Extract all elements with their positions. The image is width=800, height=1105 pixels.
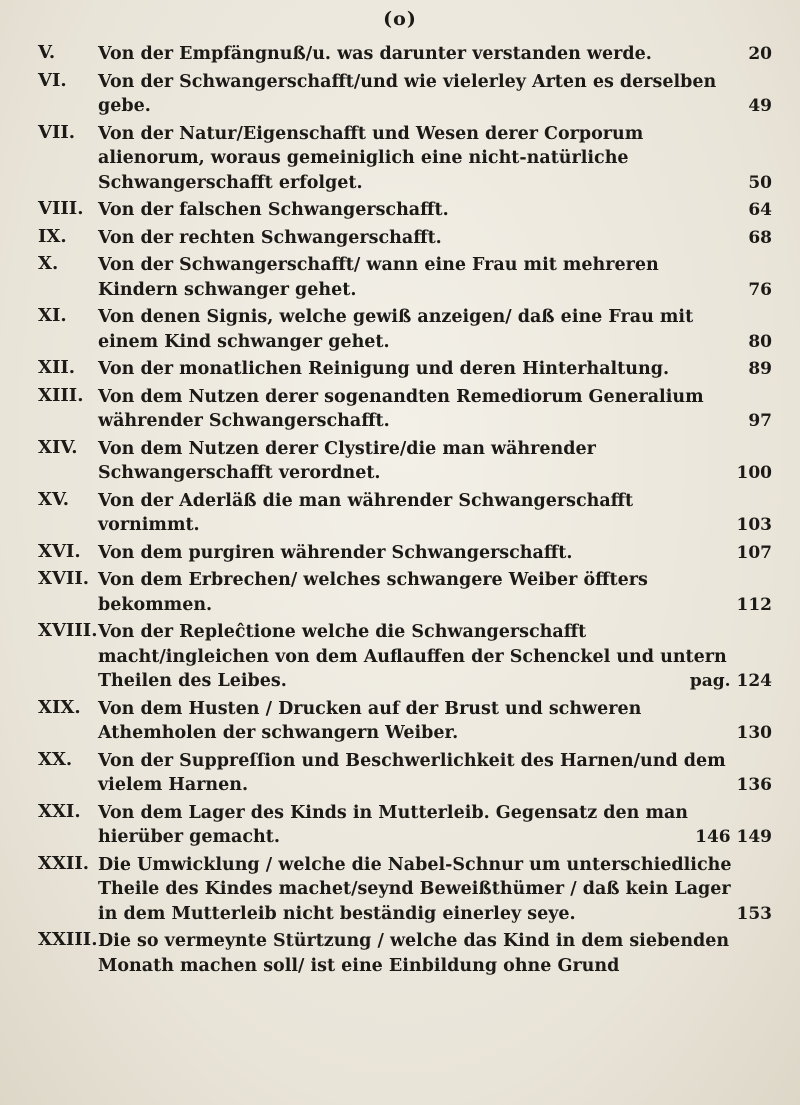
page-number: 153 (736, 903, 772, 924)
chapter-number: XXII. (38, 852, 90, 874)
page-number: 80 (748, 331, 772, 352)
chapter-number: XVII. (38, 568, 90, 589)
chapter-number: XX. (38, 748, 73, 770)
chapter-title: Von der Empfängnuß/u. was darunter verstanden werde. (98, 44, 652, 64)
page-number: 100 (736, 463, 772, 483)
toc-entry (38, 198, 790, 223)
page-number: 136 (736, 775, 772, 795)
chapter-title: Die so vermeynte Stürtzung / welche das Kind in dem siebenden Monath machen soll/ ist eine Einbildung ohne Grund (98, 931, 730, 976)
toc-entry (38, 226, 790, 251)
page-number: 64 (748, 200, 772, 220)
chapter-number: VII. (38, 121, 76, 143)
chapter-title: Von dem Nutzen derer Clystire/die man währender Schwangerschafft verordnet. (98, 438, 596, 483)
chapter-number: XIII. (38, 384, 84, 406)
toc-entry (38, 253, 790, 302)
page-number: 50 (748, 172, 772, 193)
chapter-number: XVIII. (38, 620, 98, 641)
page-number: 49 (748, 96, 772, 116)
chapter-title: Von dem Nutzen derer sogenandten Remediorum Generalium währender Schwangerschafft. (98, 386, 704, 431)
toc-entry (38, 801, 790, 850)
chapter-title: Von der falschen Schwangerschafft. (98, 200, 449, 220)
page-number: 112 (736, 594, 772, 615)
chapter-title: Von der Repleĉtione welche die Schwangerschafft macht/ingleichen von dem Auflauffen der Schenckel und untern Theilen des Leibes. (98, 622, 727, 691)
toc-entry (38, 853, 790, 927)
toc-entry (38, 357, 790, 382)
page-number: 20 (748, 44, 772, 64)
toc-entry (38, 122, 790, 196)
toc-entry (38, 568, 790, 617)
page-number: 97 (748, 411, 772, 431)
chapter-title: Von dem purgiren währender Schwangerschafft. (98, 542, 573, 563)
table-of-contents (38, 42, 790, 981)
page-number: 68 (748, 227, 772, 248)
chapter-number: XII. (38, 357, 76, 378)
chapter-title: Von der monatlichen Reinigung und deren Hinterhaltung. (98, 359, 670, 379)
toc-entry (38, 70, 790, 119)
chapter-title: Von dem Erbrechen/ welches schwangere Weiber öffters bekommen. (98, 570, 648, 615)
chapter-number: XIV. (38, 436, 78, 458)
page-number: 146 149 (695, 827, 772, 847)
toc-entry (38, 385, 790, 434)
toc-entry (38, 620, 790, 694)
toc-entry (38, 697, 790, 746)
chapter-number: XI. (38, 305, 67, 326)
page-number: 107 (736, 542, 772, 563)
chapter-number: XXIII. (38, 929, 98, 950)
chapter-title: Von der Schwangerschafft/und wie vielerley Arten es derselben gebe. (98, 71, 717, 116)
toc-entry (38, 437, 790, 486)
page-number: pag. 124 (689, 671, 772, 691)
page-number: 103 (736, 515, 772, 535)
chapter-number: V. (38, 42, 56, 63)
toc-entry (38, 42, 790, 67)
chapter-title: Von der Aderläß die man währender Schwangerschafft vornimmt. (98, 490, 634, 535)
toc-entry (38, 541, 790, 566)
page-number: 89 (748, 359, 772, 379)
toc-entry (38, 489, 790, 538)
chapter-number: XVI. (38, 540, 81, 562)
chapter-number: VIII. (38, 198, 84, 219)
chapter-number: XV. (38, 488, 70, 510)
toc-entry (38, 929, 790, 978)
chapter-title: Von der Natur/Eigenschafft und Wesen derer Corporum alienorum, woraus gemeiniglich eine nicht-natürliche Schwangerschafft erfolget. (98, 123, 644, 193)
toc-entry (38, 305, 790, 354)
chapter-number: VI. (38, 69, 67, 91)
page-number: 130 (736, 723, 772, 743)
chapter-number: IX. (38, 225, 67, 247)
chapter-number: XXI. (38, 800, 81, 822)
chapter-title: Von denen Signis, welche gewiß anzeigen/ daß eine Frau mit einem Kind schwanger gehet. (98, 307, 694, 352)
chapter-title: Von dem Husten / Drucken auf der Brust und schweren Athemholen der schwangern Weiber. (98, 698, 642, 743)
chapter-number: XIX. (38, 696, 81, 718)
chapter-title: Von dem Lager des Kinds in Mutterleib. Gegensatz den man hierüber gemacht. (98, 802, 689, 847)
toc-entry (38, 749, 790, 798)
chapter-title: Von der Suppreſſion und Beschwerlichkeit des Harnen/und dem vielem Harnen. (98, 750, 726, 795)
chapter-number: X. (38, 253, 59, 274)
chapter-title: Die Umwicklung / welche die Nabel-Schnur um unterschiedliche Theile des Kindes machet/seynd Beweißthümer / daß kein Lager in dem Mutterleib nicht beständig einerley seye. (98, 854, 732, 924)
chapter-title: Von der rechten Schwangerschafft. (98, 227, 442, 248)
page-header: (o) (383, 8, 417, 30)
page-number: 76 (748, 279, 772, 300)
chapter-title: Von der Schwangerschafft/ wann eine Frau mit mehreren Kindern schwanger gehet. (98, 255, 659, 300)
